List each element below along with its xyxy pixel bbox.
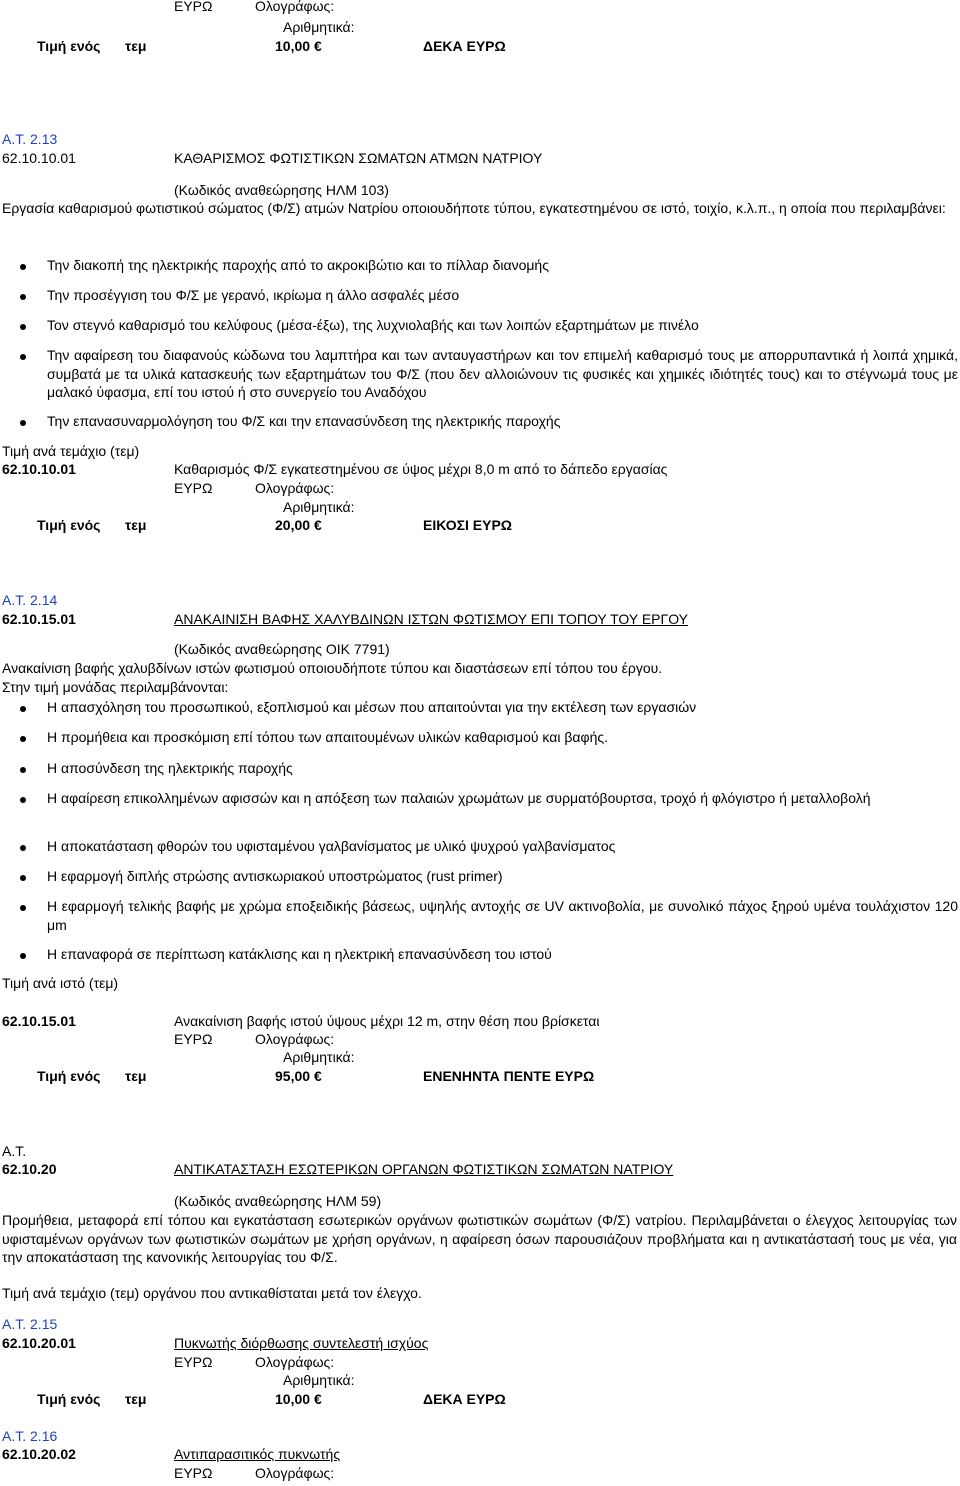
price-amount: 10,00 € [275,38,322,54]
in-words-label: Ολογράφως: [255,480,335,496]
article-code: 62.10.20 [2,1161,57,1177]
article-number: Α.Τ. 2.15 [2,1316,58,1332]
bullet-icon [20,736,26,742]
bullet-icon [20,905,26,911]
article-number: Α.Τ. 2.16 [2,1428,58,1444]
article-code: 62.10.10.01 [2,150,76,166]
list-item: Την διακοπή της ηλεκτρικής παροχής από το ακροκιβώτιο και το πίλλαρ διανομής [47,257,549,273]
in-words-label: Ολογράφως: [255,1354,335,1370]
price-per-pole-label: Τιμή ανά ιστό (τεμ) [2,975,119,991]
article-title: ΑΝΤΙΚΑΤΑΣΤΑΣΗ ΕΣΩΤΕΡΙΚΩΝ ΟΡΓΑΝΩΝ ΦΩΤΙΣΤΙΚΩΝ ΣΩΜΑΤΩΝ ΝΑΤΡΙΟΥ [174,1161,674,1177]
euro-sign-icon: € [313,1391,322,1407]
list-item: Την επανασυναρμολόγηση του Φ/Σ και την επανασύνδεση της ηλεκτρικής παροχής [47,413,561,429]
list-item: Η αφαίρεση επικολλημένων αφισσών και η απόξεση των παλαιών χρωμάτων με συρματόβουρτσα, τροχό ή φλόγιστρο ή μεταλλοβολή [47,790,871,806]
list-item: Η εφαρμογή τελικής βαφής με χρώμα εποξειδικής βάσεως, υψηλής αντοχής σε UV ακτινοβολία, με συνολικό πάχος ξηρού υμένα τουλάχιστον 120 μm [47,898,958,933]
article-number: Α.Τ. 2.14 [2,592,58,608]
article-description: Ανακαίνιση βαφής χαλυβδίνων ιστών φωτισμού οποιουδήποτε τύπου και διαστάσεων επί τόπου του έργου. [2,660,663,676]
list-item: Η προμήθεια και προσκόμιση επί τόπου των απαιτουμένων υλικών καθαρισμού και βαφής. [47,729,608,745]
in-numbers-label: Αριθμητικά: [283,1049,355,1065]
in-words-label: Ολογράφως: [255,1031,335,1047]
article-title: Αντιπαρασιτικός πυκνωτής [174,1446,341,1462]
article-title: Πυκνωτής διόρθωσης συντελεστή ισχύος [174,1335,429,1351]
price-one-label: Τιμή ενός [37,517,101,533]
price-in-words: ΔΕΚΑ ΕΥΡΩ [423,38,506,54]
article-title: ΑΝΑΚΑΙΝΙΣΗ ΒΑΦΗΣ ΧΑΛΥΒΔΙΝΩΝ ΙΣΤΩΝ ΦΩΤΙΣΜΟΥ ΕΠΙ ΤΟΠΟΥ ΤΟΥ ΕΡΓΟΥ [174,611,689,627]
article-description: Προμήθεια, μεταφορά επί τόπου και εγκατάσταση εσωτερικών οργάνων φωτιστικών σωμάτων (Φ/Σ) νατρίου. Περιλαμβάνεται ο έλεγχος λειτουργίας των υφισταμένων οργάνων των φωτιστικών σωμάτων με χρήση οργάνων, η αφαίρεση όσων παρουσιάζουν προβλήματα και η αντικατάστασή τους με νέα, για την αποκατάσταση της κανονικής λειτουργίας του Φ/Σ. [2,1212,957,1265]
price-in-words: ΔΕΚΑ ΕΥΡΩ [423,1391,506,1407]
item-code: 62.10.15.01 [2,1013,76,1029]
list-item: Η απασχόληση του προσωπικού, εξοπλισμού και μέσων που απαιτούνται για την εκτέλεση των εργασιών [47,699,697,715]
price-one-label: Τιμή ενός [37,1068,101,1084]
euro-label: ΕΥΡΩ [174,1031,213,1047]
list-item: Η αποκατάσταση φθορών του υφισταμένου γαλβανίσματος με υλικό ψυχρού γαλβανίσματος [47,838,616,854]
bullet-icon [20,354,26,360]
item-description: Καθαρισμός Φ/Σ εγκατεστημένου σε ύψος μέχρι 8,0 m από το δάπεδο εργασίας [174,461,668,477]
bullet-icon [20,797,26,803]
list-item: Την προσέγγιση του Φ/Σ με γερανό, ικρίωμα η άλλο ασφαλές μέσο [47,287,460,303]
article-code: 62.10.20.02 [2,1446,76,1462]
price-one-label: Τιμή ενός [37,38,101,54]
article-code: 62.10.20.01 [2,1335,76,1351]
unit-label: τεμ [125,38,147,54]
euro-label: ΕΥΡΩ [174,0,213,14]
price-per-piece-label: Τιμή ανά τεμάχιο (τεμ) [2,443,140,459]
euro-label: ΕΥΡΩ [174,480,213,496]
unit-label: τεμ [125,1068,147,1084]
list-item: Την αφαίρεση του διαφανούς κώδωνα του λαμπτήρα και των ανταυγαστήρων και τον επιμελή καθαρισμό τους με απορρυπαντικά ή λοιπά χημικά, συμβατά με τα υλικά κατασκευής των εξαρτημάτων του Φ/Σ (που δεν αλλοιώνουν τις φυσικές και χημικές ιδιότητές τους) και το στέγνωμά τους με μαλακό ύφασμα, επί του ιστού ή στο συνεργείο του Αναδόχου [47,347,958,400]
revision-code: (Κωδικός αναθεώρησης ΟΙΚ 7791) [174,641,390,657]
article-description: Εργασία καθαρισμού φωτιστικού σώματος (Φ/Σ) ατμών Νατρίου οποιουδήποτε τύπου, εγκατεστημένου σε ιστό, τοιχίο, κ.λ.π., η οποία που περιλαμβάνει: [2,200,946,216]
price-one-label: Τιμή ενός [37,1391,101,1407]
price-in-words: ΕΝΕΝΗΝΤΑ ΠΕΝΤΕ ΕΥΡΩ [423,1068,595,1084]
article-number: Α.Τ. 2.13 [2,131,58,147]
price-amount: 10,00 € [275,1391,322,1407]
revision-code: (Κωδικός αναθεώρησης ΗΛΜ 103) [174,182,389,198]
bullet-icon [20,294,26,300]
unit-label: τεμ [125,1391,147,1407]
revision-code: (Κωδικός αναθεώρησης ΗΛΜ 59) [174,1193,382,1209]
euro-label: ΕΥΡΩ [174,1465,213,1481]
price-in-words: ΕΙΚΟΣΙ ΕΥΡΩ [423,517,513,533]
price-amount: 20,00 € [275,517,322,533]
bullet-icon [20,845,26,851]
bullet-icon [20,264,26,270]
euro-sign-icon: € [313,38,322,54]
euro-label: ΕΥΡΩ [174,1354,213,1370]
bullet-icon [20,875,26,881]
list-item: Η αποσύνδεση της ηλεκτρικής παροχής [47,760,293,776]
article-number: Α.Τ. [2,1143,27,1159]
bullet-icon [20,767,26,773]
euro-sign-icon: € [313,517,322,533]
in-words-label: Ολογράφως: [255,1465,335,1481]
in-numbers-label: Αριθμητικά: [283,19,355,35]
article-title: ΚΑΘΑΡΙΣΜΟΣ ΦΩΤΙΣΤΙΚΩΝ ΣΩΜΑΤΩΝ ΑΤΜΩΝ ΝΑΤΡΙΟΥ [174,150,543,166]
in-numbers-label: Αριθμητικά: [283,499,355,515]
bullet-icon [20,706,26,712]
item-code: 62.10.10.01 [2,461,76,477]
price-amount: 95,00 € [275,1068,322,1084]
article-code: 62.10.15.01 [2,611,76,627]
in-words-label: Ολογράφως: [255,0,335,14]
bullet-icon [20,324,26,330]
list-item: Η επαναφορά σε περίπτωση κατάκλισης και η ηλεκτρική επανασύνδεση του ιστού [47,946,552,962]
item-description: Ανακαίνιση βαφής ιστού ύψους μέχρι 12 m, στην θέση που βρίσκεται [174,1013,600,1029]
unit-label: τεμ [125,517,147,533]
list-item: Η εφαρμογή διπλής στρώσης αντισκωριακού υποστρώματος (rust primer) [47,868,503,884]
price-note: Τιμή ανά τεμάχιο (τεμ) οργάνου που αντικαθίσταται μετά τον έλεγχο. [2,1285,422,1301]
bullet-icon [20,420,26,426]
bullet-icon [20,953,26,959]
in-numbers-label: Αριθμητικά: [283,1372,355,1388]
list-item: Τον στεγνό καθαρισμό του κελύφους (μέσα-έξω), της λυχνιολαβής και των λοιπών εξαρτημάτων με πινέλο [47,317,699,333]
includes-label: Στην τιμή μονάδας περιλαμβάνονται: [2,679,229,695]
euro-sign-icon: € [313,1068,322,1084]
